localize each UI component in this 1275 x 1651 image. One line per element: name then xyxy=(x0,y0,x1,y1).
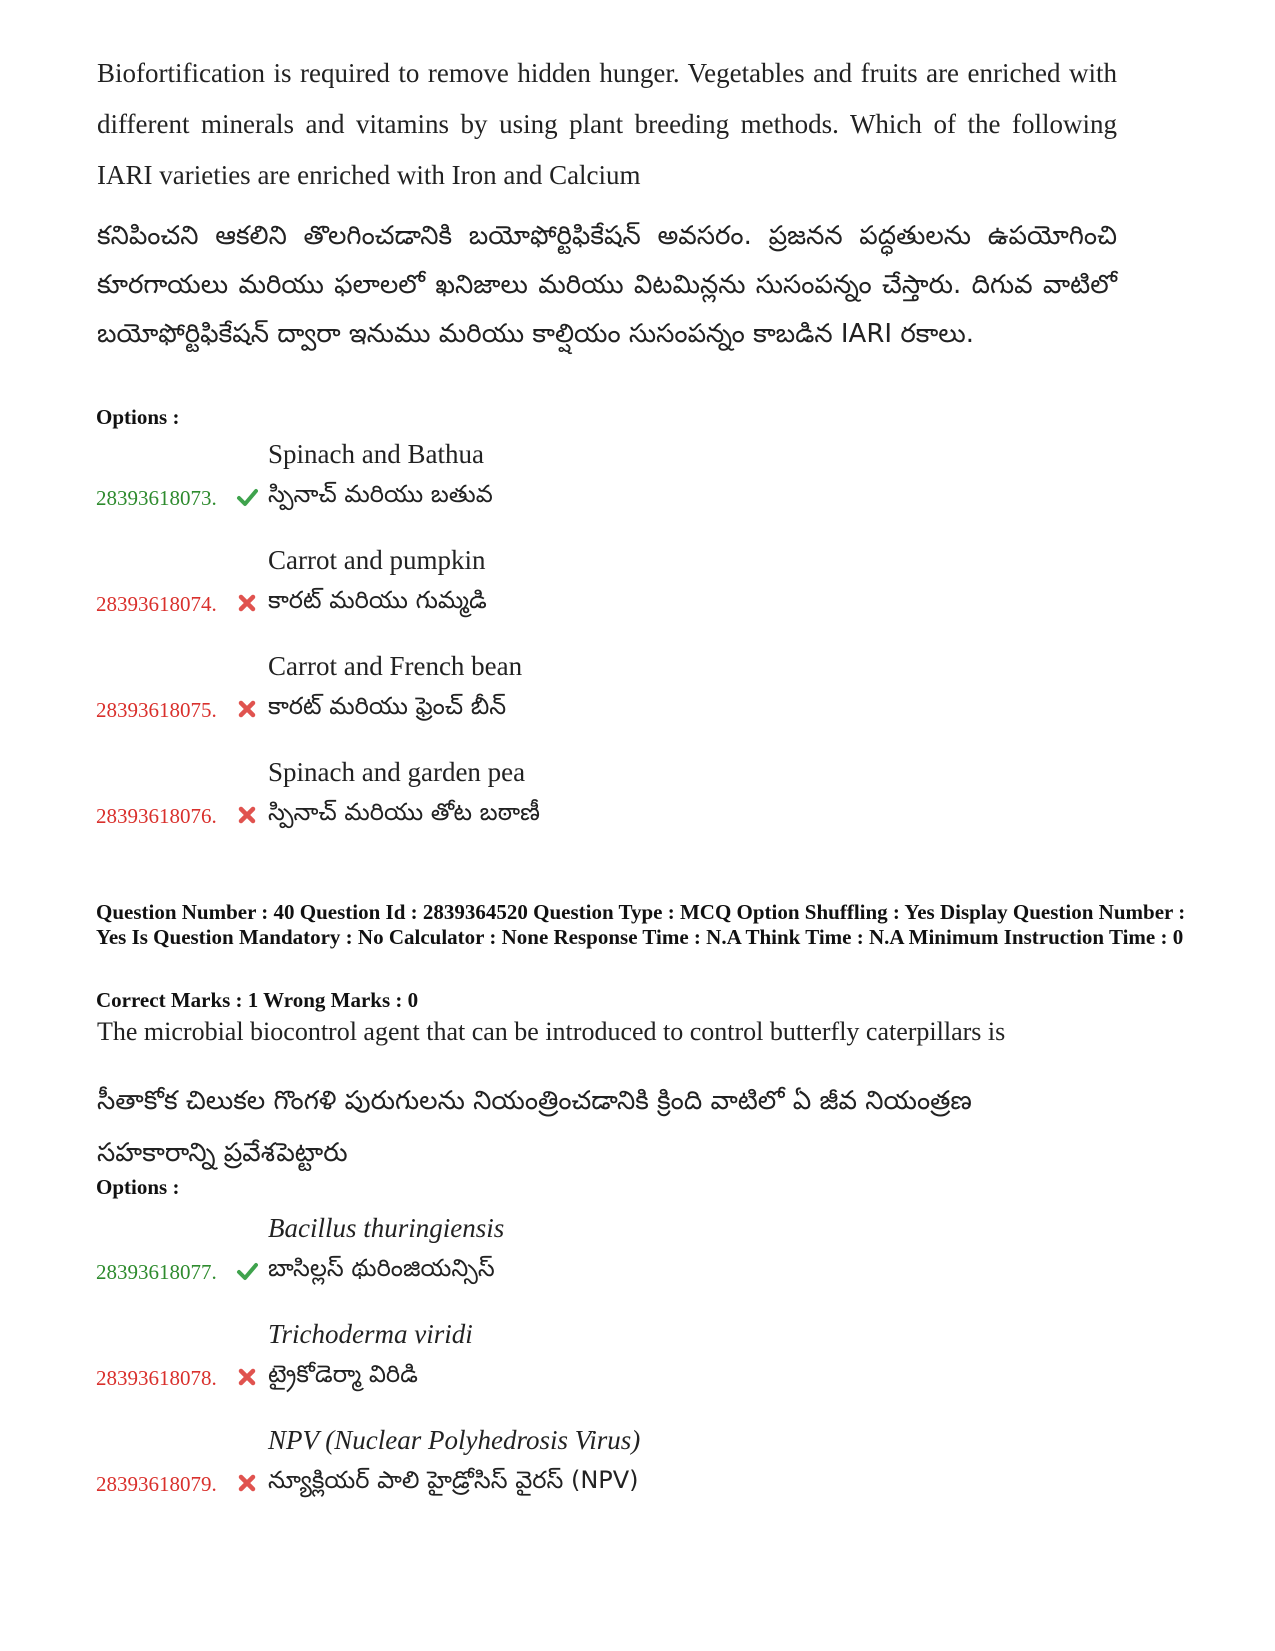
option-text-telugu: ట్రైకోడెర్మా విరిడి xyxy=(268,1360,418,1388)
option-text-telugu: కారట్ మరియు ఫ్రెంచ్ బీన్ xyxy=(268,692,507,720)
question-marks: Correct Marks : 1 Wrong Marks : 0 xyxy=(96,988,419,1012)
option-id: 28393618079. xyxy=(96,1472,217,1496)
option-row xyxy=(0,752,1275,852)
option-text-english: NPV (Nuclear Polyhedrosis Virus) xyxy=(268,1425,641,1455)
option-text-telugu: స్పినాచ్ మరియు బతువ xyxy=(268,480,493,508)
option-id: 28393618073. xyxy=(96,486,217,510)
wrong-cross-icon xyxy=(236,592,258,614)
option-row xyxy=(0,1208,1275,1308)
option-text-english: Bacillus thuringiensis xyxy=(268,1213,505,1243)
option-row xyxy=(0,646,1275,746)
option-id: 28393618078. xyxy=(96,1366,217,1390)
option-text-english: Carrot and pumpkin xyxy=(268,545,486,575)
options-label: Options : xyxy=(96,405,180,429)
option-text-telugu: బాసిల్లస్ థురింజియన్సిస్ xyxy=(268,1254,495,1282)
option-text-telugu: కారట్ మరియు గుమ్మడి xyxy=(268,586,487,614)
options-label: Options : xyxy=(96,1175,180,1199)
question-text-telugu: సీతాకోక చిలుకల గొంగళి పురుగులను నియంత్రించడానికి క్రింది వాటిలో ఏ జీవ నియంత్రణ సహకారాన్ని ప్రవేశపెట్టారు xyxy=(97,1086,972,1168)
wrong-cross-icon xyxy=(236,698,258,720)
option-text-english: Spinach and Bathua xyxy=(268,439,484,469)
option-text-english: Carrot and French bean xyxy=(268,651,523,681)
option-text-english: Trichoderma viridi xyxy=(268,1319,473,1349)
option-text-telugu: న్యూక్లియర్ పాలి హైడ్రోసిస్ వైరస్ (NPV) xyxy=(268,1466,639,1494)
question-text-english: Biofortification is required to remove hidden hunger. Vegetables and fruits are enriched with different minerals and vitamins by using plant breeding methods. Which of the following IARI varieties are enriched with Iron and Calcium xyxy=(97,58,1117,190)
option-text-telugu: స్పినాచ్ మరియు తోట బఠాణీ xyxy=(268,798,540,826)
option-id: 28393618077. xyxy=(96,1260,217,1284)
question-meta: Question Number : 40 Question Id : 2839364520 Question Type : MCQ Option Shuffling : Yes Display Question Number : Yes Is Question Mandatory : No Calculator : None Response Time : N.A Think Time : N.A Minimum Instruction Time : 0 xyxy=(96,900,1186,949)
option-row xyxy=(0,540,1275,640)
wrong-cross-icon xyxy=(236,804,258,826)
option-text-english: Spinach and garden pea xyxy=(268,757,526,787)
question-text-english: The microbial biocontrol agent that can be introduced to control butterfly caterpillars is xyxy=(97,1017,1006,1046)
wrong-cross-icon xyxy=(236,1366,258,1388)
wrong-cross-icon xyxy=(236,1472,258,1494)
question-text-telugu: కనిపించని ఆకలిని తొలగించడానికి బయోఫోర్టిఫికేషన్ అవసరం. ప్రజనన పద్ధతులను ఉపయోగించి కూరగాయలు మరియు ఫలాలలో ఖనిజాలు మరియు విటమిన్లను సుసంపన్నం చేస్తారు. దిగువ వాటిలో బయోఫోర్టిఫికేషన్ ద్వారా ఇనుము మరియు కాల్షియం సుసంపన్నం కాబడిన IARI రకాలు. xyxy=(97,221,1117,349)
option-id: 28393618076. xyxy=(96,804,217,828)
option-row xyxy=(0,1314,1275,1414)
option-id: 28393618074. xyxy=(96,592,217,616)
option-row xyxy=(0,1420,1275,1520)
option-id: 28393618075. xyxy=(96,698,217,722)
correct-check-icon xyxy=(236,1260,258,1282)
option-row xyxy=(0,434,1275,534)
correct-check-icon xyxy=(236,486,258,508)
